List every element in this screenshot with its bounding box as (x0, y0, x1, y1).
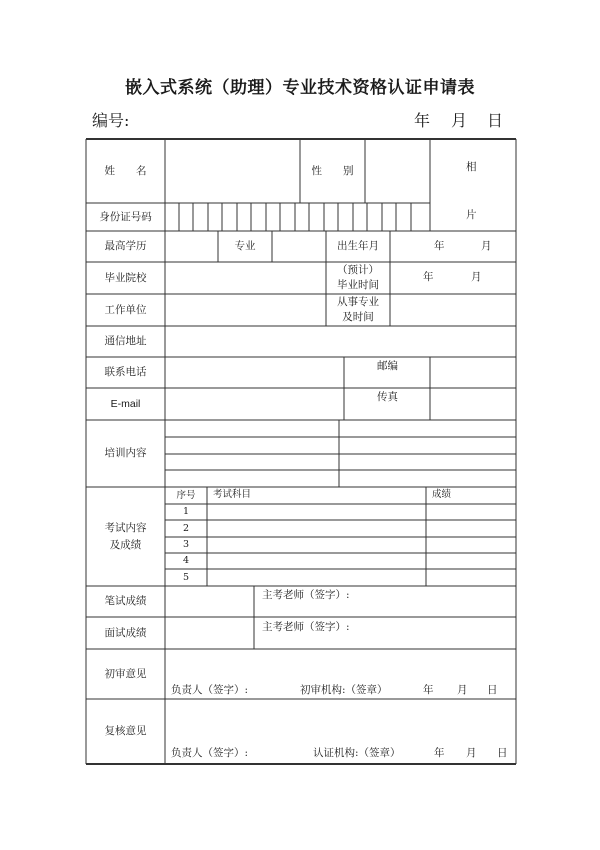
exam-label-line1: 考试内容 (104, 521, 147, 534)
fax-field[interactable] (430, 388, 516, 420)
exam-label (86, 487, 165, 586)
exam-row-no: 4 (182, 555, 190, 567)
exam-header-subject: 考试科目 (213, 489, 252, 500)
profession-field[interactable] (390, 294, 516, 326)
work-unit-label: 工作单位 (104, 303, 147, 316)
re-review-label: 复核意见 (104, 725, 147, 738)
header-day: 日 (487, 111, 504, 130)
exam-label-line2: 及成绩 (109, 538, 142, 551)
major-field[interactable] (272, 231, 326, 262)
postcode-label: 邮编 (377, 360, 398, 372)
graduation-label-line1: （预计） (337, 264, 379, 277)
name-field[interactable] (165, 139, 300, 203)
phone-label: 联系电话 (104, 366, 147, 379)
written-score-field[interactable] (165, 586, 254, 617)
form-title: 嵌入式系统（助理）专业技术资格认证申请表 (125, 78, 475, 98)
written-score-label: 笔试成绩 (104, 595, 147, 608)
interview-examiner-sign: 主考老师（签字）: (262, 621, 350, 633)
exam-row-no: 5 (182, 571, 190, 583)
written-examiner-sign: 主考老师（签字）: (262, 589, 350, 601)
photo-label-top: 相 (466, 161, 477, 173)
profession-label-line1: 从事专业 (337, 296, 379, 309)
email-field[interactable] (165, 388, 344, 420)
graduation-label (326, 262, 390, 294)
initial-day: 日 (487, 684, 498, 696)
work-unit-field[interactable] (165, 294, 326, 326)
major-label: 专业 (234, 240, 256, 253)
re-month: 月 (466, 747, 477, 759)
profession-label-line2: 及时间 (342, 311, 374, 323)
cert-org-seal: 认证机构:（签章） (313, 747, 401, 759)
school-label: 毕业院校 (104, 271, 147, 284)
interview-score-field[interactable] (165, 617, 254, 649)
graduation-year: 年 (423, 271, 434, 283)
education-field[interactable] (165, 231, 218, 262)
graduation-month: 月 (471, 271, 482, 283)
re-year: 年 (434, 747, 445, 759)
email-label: E-mail (110, 397, 141, 410)
initial-year: 年 (423, 684, 434, 696)
header-month: 月 (451, 111, 468, 130)
initial-review-label: 初审意见 (104, 667, 147, 680)
header-year: 年 (414, 111, 431, 130)
graduation-label-line2: 毕业时间 (337, 279, 379, 291)
exam-row-no: 3 (182, 539, 190, 551)
birth-month: 月 (481, 240, 492, 252)
postcode-field[interactable] (430, 357, 516, 388)
phone-field[interactable] (165, 357, 344, 388)
school-field[interactable] (165, 262, 326, 294)
gender-field[interactable] (365, 139, 430, 203)
initial-org-seal: 初审机构:（签章） (300, 684, 388, 696)
initial-responsible-sign: 负责人（签字）: (171, 684, 249, 696)
id-number-label: 身份证号码 (99, 210, 152, 223)
profession-label (326, 294, 390, 326)
birth-year: 年 (434, 240, 445, 252)
exam-header-score: 成绩 (432, 489, 452, 500)
exam-row-no: 1 (182, 506, 190, 518)
re-day: 日 (497, 747, 508, 759)
gender-label: 性 别 (311, 164, 354, 177)
address-field[interactable] (165, 326, 516, 357)
birth-label: 出生年月 (337, 240, 379, 253)
fax-label: 传真 (377, 391, 398, 403)
training-label: 培训内容 (104, 447, 147, 460)
education-label: 最高学历 (104, 240, 147, 253)
photo-label-bottom: 片 (466, 209, 477, 221)
exam-row-no: 2 (182, 522, 190, 534)
initial-month: 月 (457, 684, 468, 696)
interview-score-label: 面试成绩 (104, 626, 147, 639)
address-label: 通信地址 (104, 335, 147, 348)
number-label: 编号: (92, 111, 130, 130)
exam-header-no: 序号 (176, 489, 196, 501)
name-label: 姓 名 (104, 164, 147, 177)
re-responsible-sign: 负责人（签字）: (171, 747, 249, 759)
